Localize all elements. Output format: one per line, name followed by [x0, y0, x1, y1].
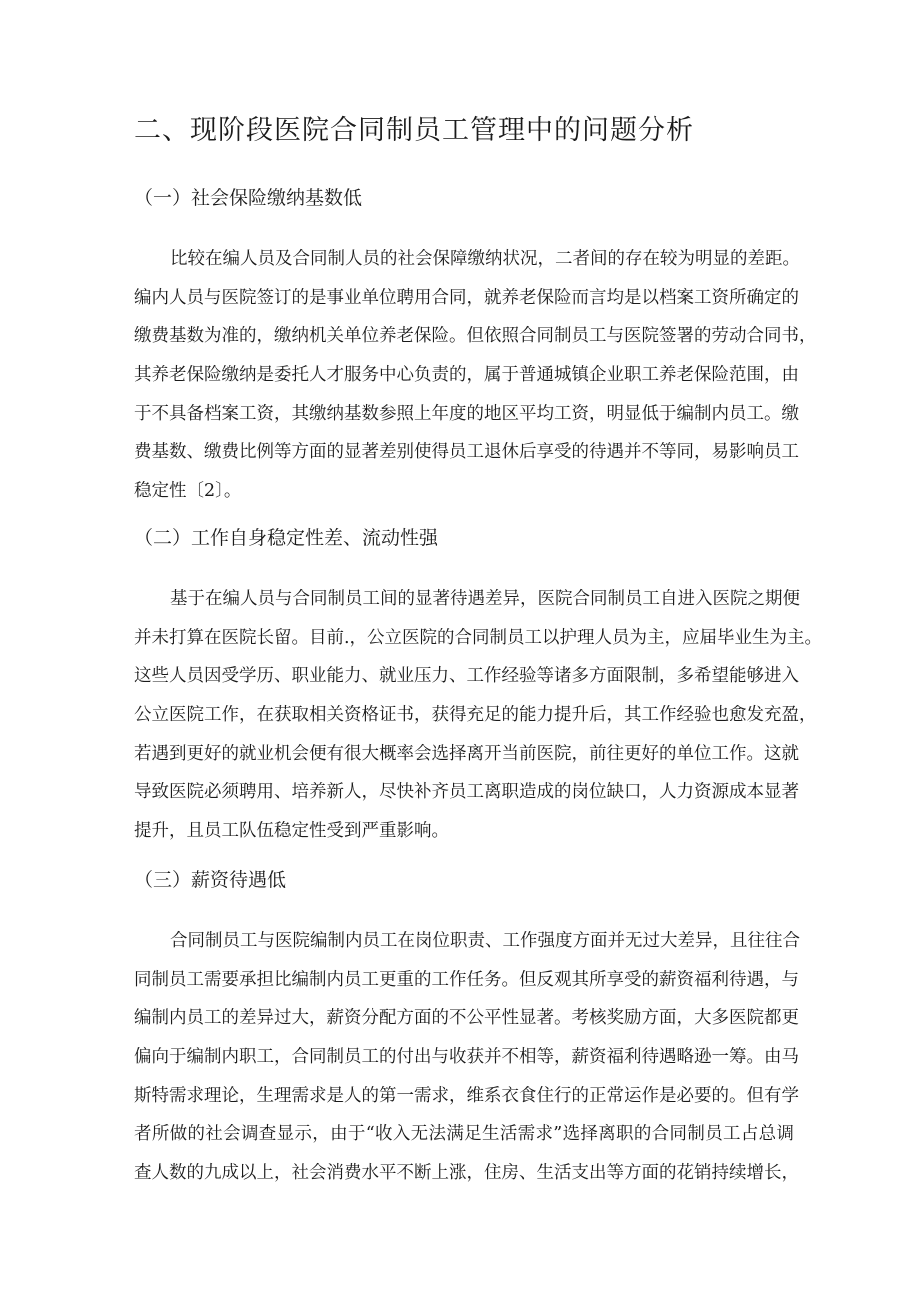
paragraph-line: 者所做的社会调查显示，由于“收入无法满足生活需求”选择离职的合同制员工占总调 [134, 1124, 794, 1145]
subsection-heading-2: （二）工作自身稳定性差、流动性强 [134, 527, 439, 549]
paragraph-2 [134, 580, 823, 851]
subsection-heading-3: （三）薪资待遇低 [134, 869, 287, 891]
paragraph-3 [134, 922, 800, 1193]
paragraph-line: 基于在编人员与合同制员工间的显著待遇差异，医院合同制员工自进入医院之期便 [170, 589, 800, 609]
paragraph-line: 提升，且员工队伍稳定性受到严重影响。 [134, 821, 449, 842]
paragraph-line: 稳定性〔2〕。 [134, 481, 242, 502]
section-title: 二、现阶段医院合同制员工管理中的问题分析 [134, 115, 694, 146]
paragraph-line: 编内人员与医院签订的是事业单位聘用合同，就养老保险而言均是以档案工资所确定的 [134, 287, 799, 308]
paragraph-line: 公立医院工作，在获取相关资格证书，获得充足的能力提升后，其工作经验也愈发充盈， [134, 705, 817, 726]
subsection-heading-1: （一）社会保险缴纳基数低 [134, 187, 363, 209]
paragraph-line: 查人数的九成以上，社会消费水平不断上涨，住房、生活支出等方面的花销持续增长， [134, 1163, 799, 1184]
paragraph-line: 合同制员工与医院编制内员工在岗位职责、工作强度方面并无过大差异，且往往合 [170, 931, 800, 951]
paragraph-line: 费基数、缴费比例等方面的显著差别使得员工退休后享受的待遇并不等同，易影响员工 [134, 442, 799, 463]
paragraph-line: 于不具备档案工资，其缴纳基数参照上年度的地区平均工资，明显低于编制内员工。缴 [134, 403, 799, 424]
paragraph-line: 偏向于编制内职工，合同制员工的付出与收获并不相等，薪资福利待遇略逊一筹。由马 [134, 1047, 799, 1068]
paragraph-line: 导致医院必须聘用、培养新人，尽快补齐员工离职造成的岗位缺口，人力资源成本显著 [134, 782, 799, 803]
paragraph-line: 这些人员因受学历、职业能力、就业压力、工作经验等诸多方面限制，多希望能够进入 [134, 666, 799, 687]
paragraph-line: 编制内员工的差异过大，薪资分配方面的不公平性显著。考核奖励方面，大多医院都更 [134, 1008, 799, 1029]
paragraph-line: 同制员工需要承担比编制内员工更重的工作任务。但反观其所享受的薪资福利待遇，与 [134, 969, 799, 990]
paragraph-line: 其养老保险缴纳是委托人才服务中心负责的，属于普通城镇企业职工养老保险范围，由 [134, 365, 799, 386]
paragraph-line: 缴费基数为准的，缴纳机关单位养老保险。但依照合同制员工与医院签署的劳动合同书， [134, 326, 817, 347]
paragraph-line: 比较在编人员及合同制人员的社会保障缴纳状况，二者间的存在较为明显的差距。 [170, 249, 800, 269]
paragraph-1 [134, 240, 817, 511]
paragraph-line: 并未打算在医院长留。目前.，公立医院的合同制员工以护理人员为主，应届毕业生为主。 [134, 627, 823, 648]
paragraph-line: 若遇到更好的就业机会便有很大概率会选择离开当前医院，前往更好的单位工作。这就 [134, 743, 799, 764]
paragraph-line: 斯特需求理论，生理需求是人的第一需求，维系衣食住行的正常运作是必要的。但有学 [134, 1085, 799, 1106]
